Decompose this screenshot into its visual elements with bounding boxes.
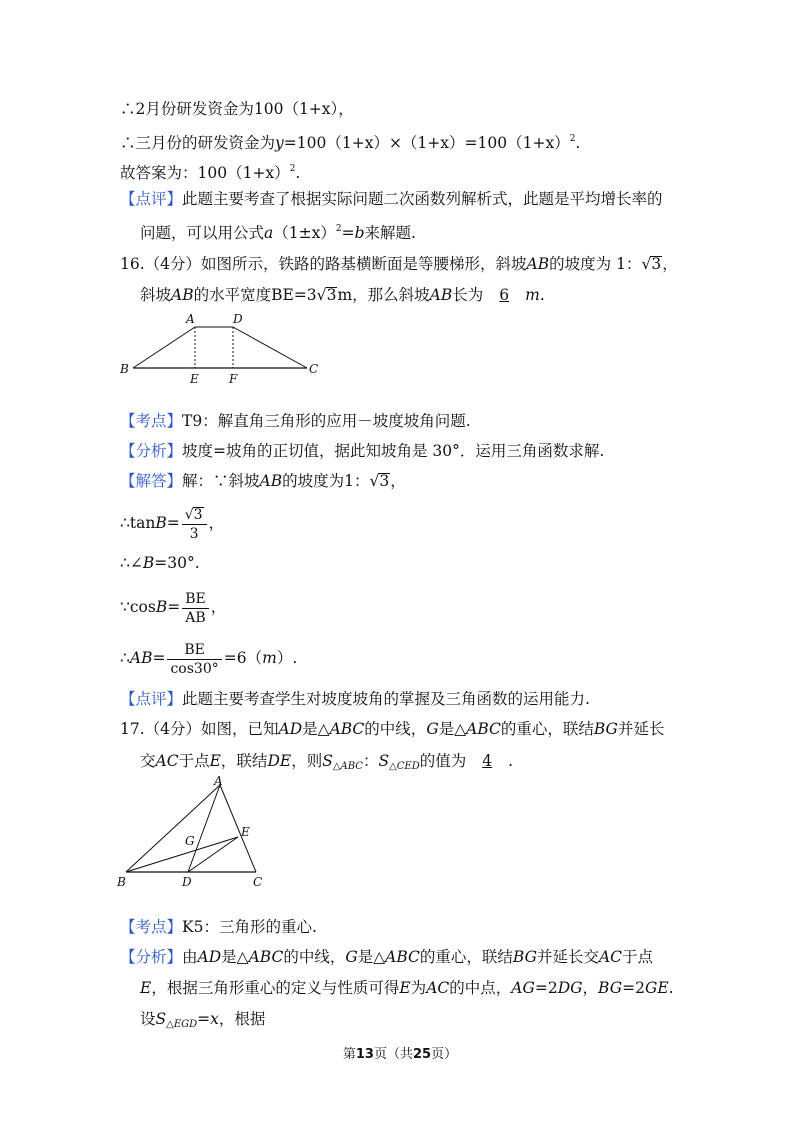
solution-line: ∴三月份的研发资金为$y=100(1+x)\times(1+x)=100(1+x)^2$. — [120, 134, 581, 152]
fenxi-line: 【分析】坡度=坡角的正切值，据此知坡角是 30°．运用三角函数求解. — [120, 442, 605, 460]
fenxi-line: 设$S_{\triangle EGD}=x$，根据 — [140, 1010, 266, 1030]
kaodian-tag: 【考点】 — [120, 918, 183, 936]
jieda-tag: 【解答】 — [120, 472, 183, 490]
kaodian-line: 【考点】K5：三角形的重心. — [120, 918, 317, 936]
question-17-line: 交AC于点E，联结DE，则$S_{\triangle ABC}$：$S_{\triangle CED}$的值为 4 . — [140, 752, 514, 772]
fenxi-tag: 【分析】 — [120, 442, 183, 460]
triangle-figure — [112, 775, 277, 895]
fenxi-tag: 【分析】 — [120, 948, 183, 966]
comment-line: 问题，可以用公式$a(1\pm x)^2=b$来解题. — [140, 224, 416, 242]
label-F: F — [229, 372, 238, 386]
label-D: D — [182, 875, 192, 889]
question-16-line: 斜坡AB的水平宽度BE=3√3m，那么斜坡AB长为 6 m. — [140, 286, 545, 304]
answer-blank: 6 — [499, 286, 510, 304]
page-number: 13 — [355, 1047, 374, 1062]
label-C: C — [309, 362, 319, 376]
step-cosB: ∵cosB= $\frac{BE}{AB}$ ， — [120, 590, 227, 626]
answer-line: 故答案为：$100(1+x)^2$. — [120, 164, 301, 182]
comment-tag: 【点评】 — [120, 190, 183, 208]
page-footer: 第13页（共25页） — [342, 1047, 458, 1062]
step-tanB: ∴tanB= $\frac{√3}{3}$ ， — [120, 506, 225, 542]
page-total: 25 — [413, 1047, 432, 1062]
fenxi-line: 【分析】由AD是△ABC的中线，G是△ABC的重心，联结BG并延长交AC于点 — [120, 948, 654, 966]
label-B: B — [117, 875, 126, 889]
label-B: B — [120, 362, 129, 376]
label-G: G — [185, 834, 195, 848]
kaodian-tag: 【考点】 — [120, 412, 183, 430]
label-A: A — [186, 312, 195, 326]
label-C: C — [253, 875, 263, 889]
fenxi-line: E，根据三角形重心的定义与性质可得E为AC的中点，AG=2DG，BG=2GE. — [140, 979, 674, 997]
dianping-tag: 【点评】 — [120, 690, 183, 708]
step-AB: ∴AB= $\frac{BE}{\cos 30^\circ}$ =6（m）. — [120, 641, 298, 677]
question-17-line: 17.（4分）如图，已知AD是△ABC的中线，G是△ABC的重心，联结BG并延长 — [120, 720, 665, 738]
label-D: D — [233, 312, 243, 326]
step-angleB: ∴∠B=30°. — [120, 554, 200, 572]
jieda-line: 【解答】解：∵斜坡AB的坡度为1：√3， — [120, 472, 406, 490]
label-A: A — [214, 775, 223, 788]
question-16-line: 16.（4分）如图所示，铁路的路基横断面是等腰梯形，斜坡AB的坡度为 1：√3， — [120, 255, 678, 273]
label-E: E — [190, 372, 199, 386]
trapezoid-figure — [115, 310, 330, 390]
dianping-line: 【点评】此题主要考查学生对坡度坡角的掌握及三角函数的运用能力. — [120, 690, 590, 708]
kaodian-line: 【考点】T9：解直角三角形的应用－坡度坡角问题. — [120, 412, 471, 430]
label-E: E — [241, 825, 250, 839]
comment-line: 【点评】此题主要考查了根据实际问题二次函数列解析式，此题是平均增长率的 — [120, 190, 663, 208]
answer-blank: 4 — [482, 752, 493, 770]
solution-line: ∴2月份研发资金为100（1+x）， — [120, 100, 354, 118]
